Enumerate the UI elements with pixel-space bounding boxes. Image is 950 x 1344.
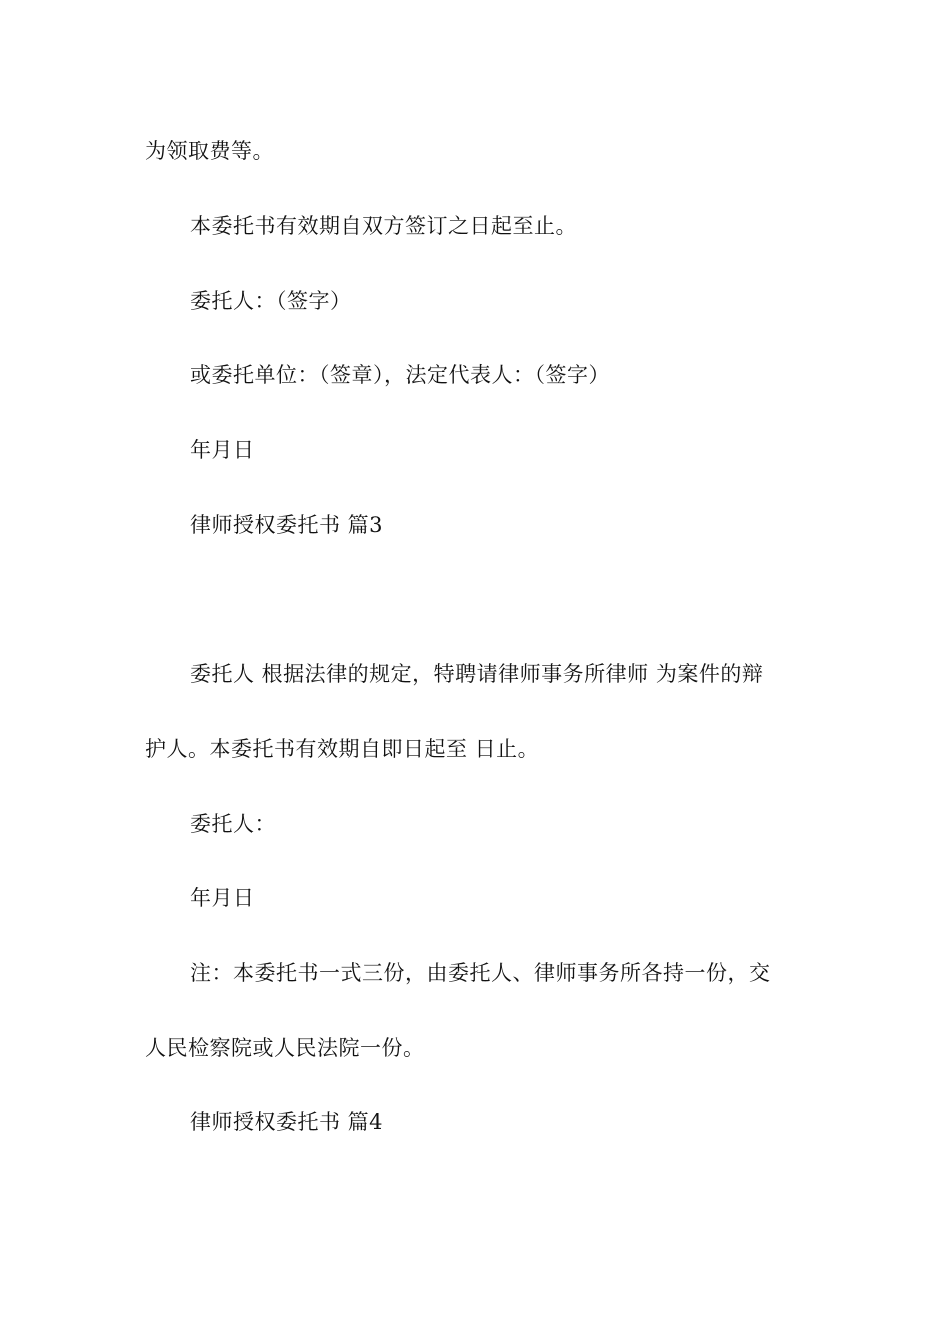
paragraph-line: 本委托书有效期自双方签订之日起至止。 [190,214,577,238]
section-heading: 律师授权委托书 篇4 [190,1110,384,1134]
date-line: 年月日 [190,886,255,910]
date-line: 年月日 [190,438,255,462]
section-heading: 律师授权委托书 篇3 [190,513,384,537]
paragraph-line: 护人。本委托书有效期自即日起至 日止。 [145,737,540,761]
paragraph-line: 委托人 根据法律的规定，特聘请律师事务所律师 为案件的辩 [190,662,764,686]
paragraph-line: 或委托单位：（签章），法定代表人：（签字） [190,363,610,387]
paragraph-line: 委托人： [190,812,276,836]
paragraph-line: 委托人：（签字） [190,289,352,313]
paragraph-line: 为领取费等。 [145,139,274,163]
paragraph-line: 人民检察院或人民法院一份。 [145,1036,425,1060]
paragraph-line: 注：本委托书一式三份，由委托人、律师事务所各持一份，交 [190,961,771,985]
